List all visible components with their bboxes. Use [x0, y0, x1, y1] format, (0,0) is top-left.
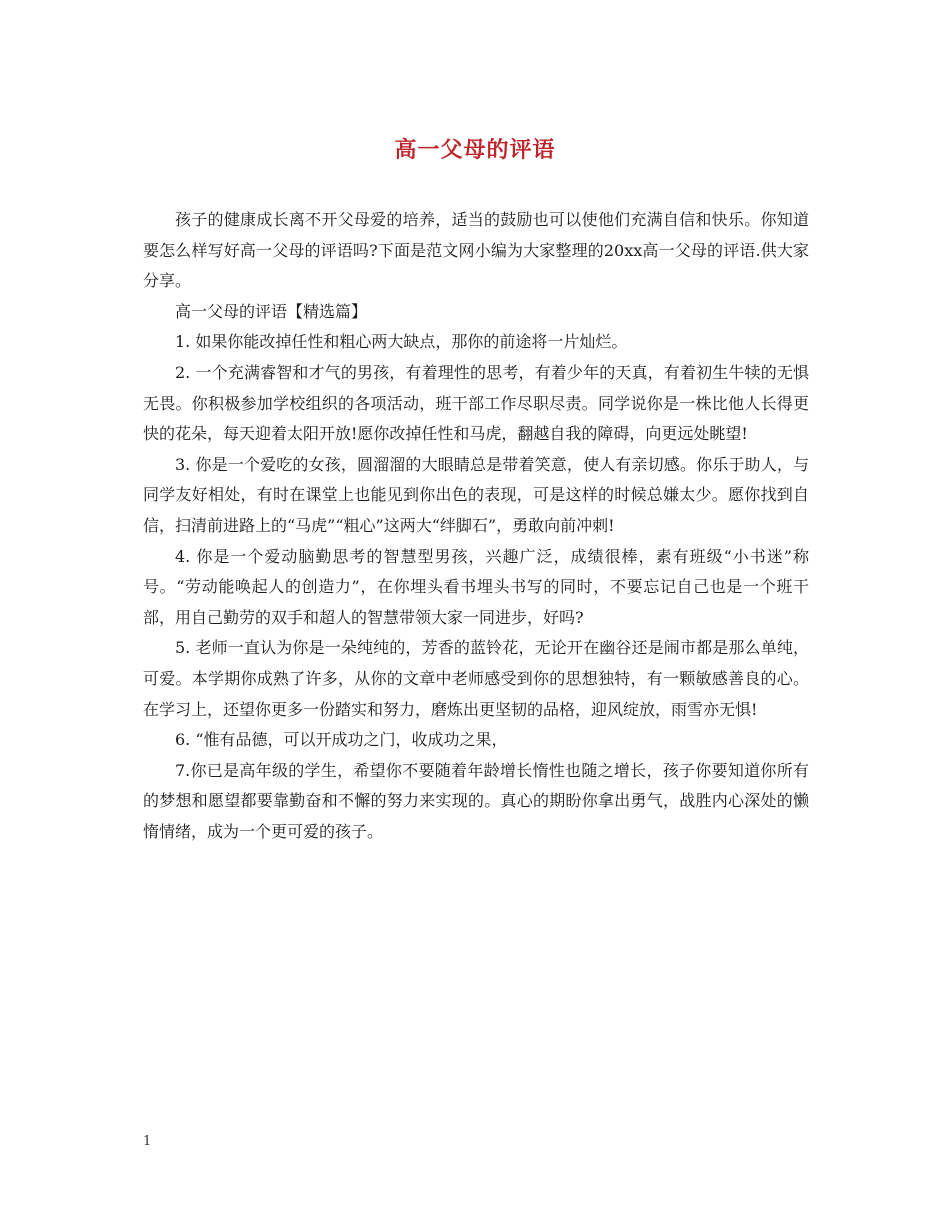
- comment-paragraph-5: 5. 老师一直认为你是一朵纯纯的，芳香的蓝铃花，无论开在幽谷还是闹市都是那么单纯，可爱。本学期你成熟了许多，从你的文章中老师感受到你的思想独特，有一颗敏感善良的心。在学习上，还望你更多一份踏实和努力，磨炼出更坚韧的品格，迎风绽放，雨雪亦无惧!: [143, 638, 809, 719]
- comment-paragraph-3: 3. 你是一个爱吃的女孩，圆溜溜的大眼睛总是带着笑意，使人有亲切感。你乐于助人，与同学友好相处，有时在课堂上也能见到你出色的表现，可是这样的时候总嫌太少。愿你找到自信，扫清前进路上的“马虎”“粗心”这两大“绊脚石”，勇敢向前冲刺!: [143, 454, 809, 535]
- comment-paragraph-2: 2. 一个充满睿智和才气的男孩，有着理性的思考，有着少年的天真，有着初生牛犊的无惧无畏。你积极参加学校组织的各项活动，班干部工作尽职尽责。同学说你是一株比他人长得更快的花朵，每天迎着太阳开放!愿你改掉任性和马虎，翻越自我的障碍，向更远处眺望!: [143, 362, 809, 444]
- comment-paragraph-7: 7.你已是高年级的学生，希望你不要随着年龄增长惰性也随之增长，孩子你要知道你所有的梦想和愿望都要靠勤奋和不懈的努力来实现的。真心的期盼你拿出勇气，战胜内心深处的懒惰情绪，成为一个更可爱的孩子。: [143, 760, 809, 841]
- document-body: [143, 205, 809, 847]
- comment-paragraph-6: 6. “惟有品德，可以开成功之门，收成功之果，: [175, 730, 508, 750]
- section-heading: 高一父母的评语【精选篇】: [175, 301, 368, 321]
- page-title: 高一父母的评语: [394, 137, 556, 163]
- comment-paragraph-1: 1. 如果你能改掉任性和粗心两大缺点，那你的前途将一片灿烂。: [175, 332, 628, 352]
- comment-paragraph-4: 4. 你是一个爱动脑勤思考的智慧型男孩，兴趣广泛，成绩很棒，素有班级“小书迷”称号。“劳动能唤起人的创造力”，在你埋头看书埋头书写的同时，不要忘记自己也是一个班干部，用自己勤劳的双手和超人的智慧带领大家一同进步，好吗?: [143, 546, 809, 627]
- page-number: 1: [143, 1134, 152, 1149]
- intro-paragraph: 孩子的健康成长离不开父母爱的培养，适当的鼓励也可以使他们充满自信和快乐。你知道要怎么样写好高一父母的评语吗?下面是范文网小编为大家整理的20xx高一父母的评语.供大家分享。: [143, 210, 809, 291]
